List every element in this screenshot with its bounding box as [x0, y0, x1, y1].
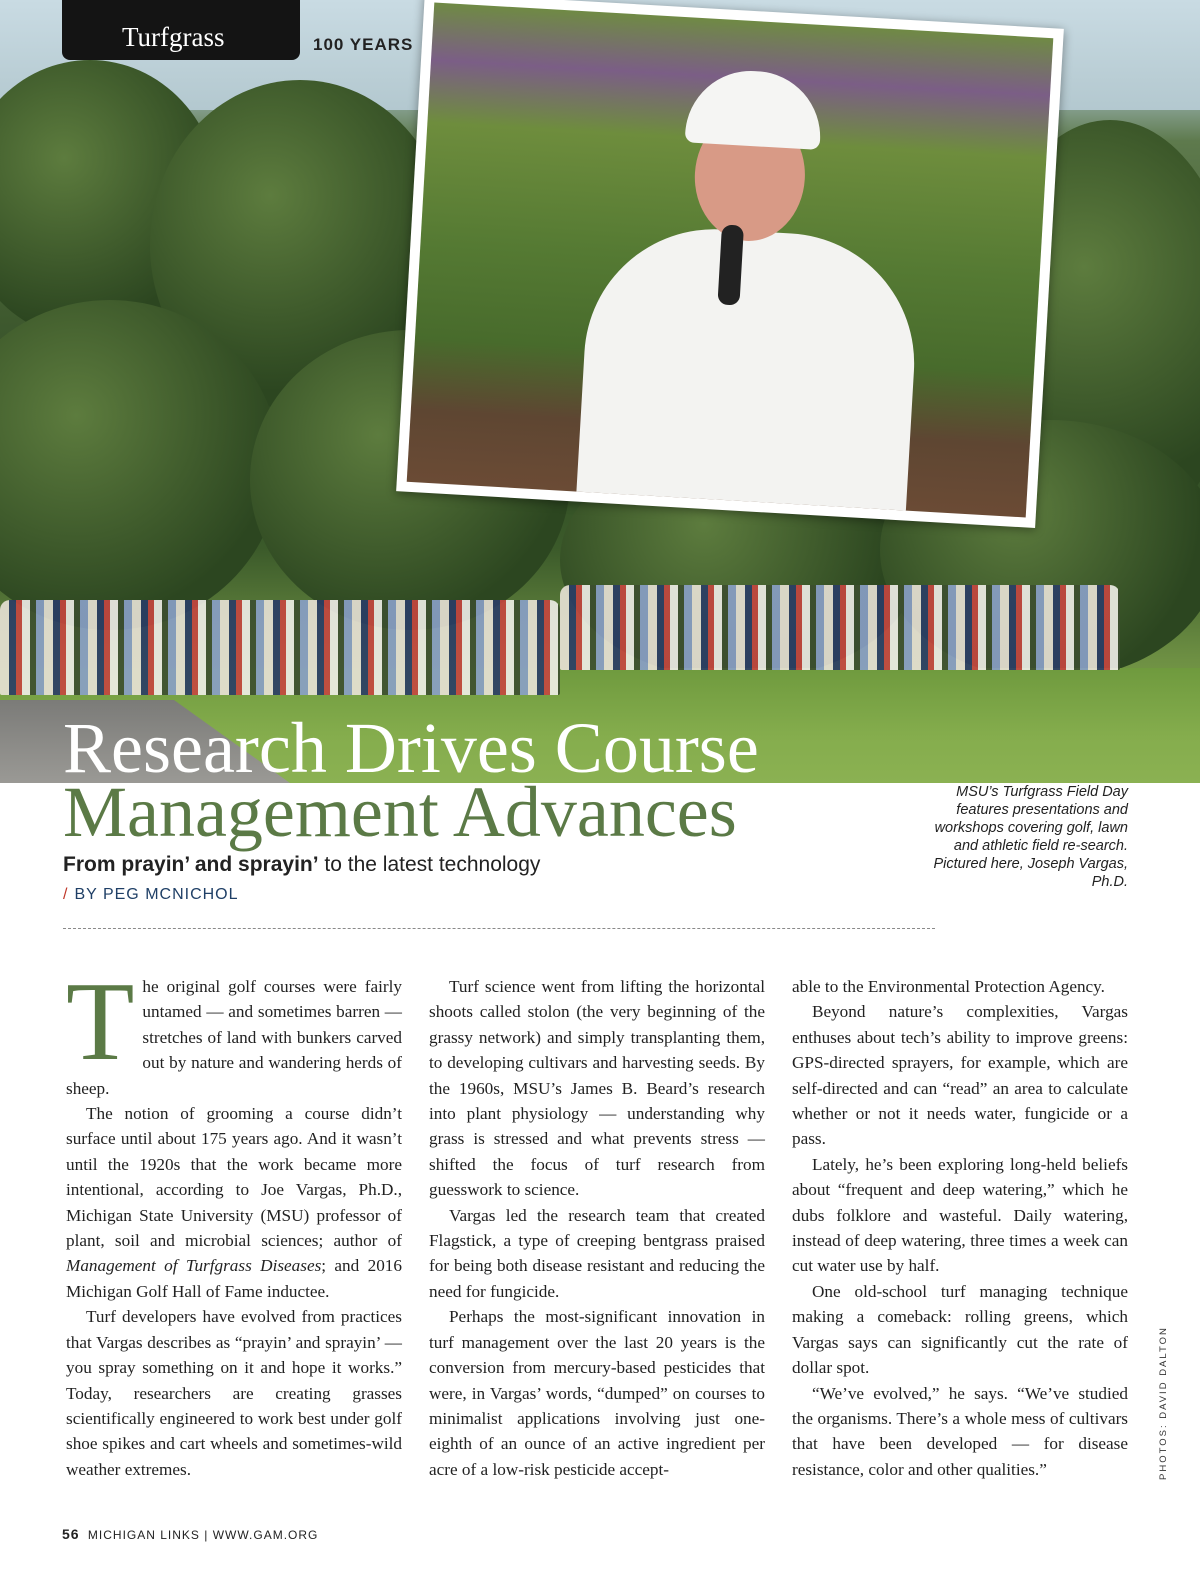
paragraph-text: ; and 2016 Michigan Golf Hall of Fame inductee. — [66, 1256, 402, 1301]
publication-info: MICHIGAN LINKS | WWW.GAM.ORG — [87, 1528, 319, 1542]
column-1 — [66, 960, 402, 1482]
article-title — [63, 708, 759, 852]
byline-author: BY PEG MCNICHOL — [74, 886, 239, 903]
paragraph-text: The notion of grooming a course didn’t surface until about 175 years ago. And it wasn’t until the 1920s that the work became more intentional, according to Joe Vargas, Ph.D., Michigan State University (MSU) professor of plant, soil and microbial sciences; author of — [66, 1104, 402, 1251]
paragraph: “We’ve evolved,” he says. “We’ve studied the organisms. There’s a whole mess of cultivars that have been developed — for disease resistance, color and other qualities.” — [792, 1383, 1128, 1479]
paragraph: Turf developers have evolved from practices that Vargas describes as “prayin’ and sprayin’ — you spray something on it and hope it works.” Today, researchers are creating grasses scientifically engineered to work best under golf shoe spikes and cart wheels and sometimes-wild weather extremes. — [66, 1307, 402, 1479]
paragraph-text: he original golf courses were fairly untamed — and sometimes barren — stretches of land with bunkers carved out by nature and wandering herds of sheep. — [66, 977, 402, 1098]
byline — [63, 886, 239, 904]
book-title: Management of Turfgrass Diseases — [66, 1256, 322, 1276]
divider — [63, 928, 935, 929]
series-label: 100 YEARS — [313, 35, 414, 54]
subtitle-rest: to the latest technology — [318, 853, 541, 876]
photo-credit: PHOTOS: DAVID DALTON — [1158, 1326, 1169, 1480]
subtitle-bold: From prayin’ and sprayin’ — [63, 853, 319, 876]
speaker-shirt — [575, 222, 921, 517]
page-footer — [62, 1526, 318, 1542]
paragraph: Beyond nature’s complexities, Vargas enthuses about tech’s ability to improve greens: GPS-directed sprayers, for example, which are self-directed and can “read” an area to calculate whether or not it needs water, fungicide or a pass. — [792, 1002, 1128, 1149]
title-line-1: Research Drives Course — [63, 708, 759, 788]
paragraph: Lately, he’s been exploring long-held beliefs about “frequent and deep watering,” which he dubs folklore and wasteful. Daily watering, instead of deep watering, three times a week can cut water use by half. — [792, 1154, 1128, 1276]
paragraph: Vargas led the research team that created Flagstick, a type of creeping bentgrass praised for being both disease resistant and reducing the need for fungicide. — [429, 1205, 765, 1301]
paragraph: Turf science went from lifting the horizontal shoots called stolon (the very beginning of the grassy network) and simply transplanting them, to developing cultivars and harvesting seeds. By the 1960s, MSU’s James B. Beard’s research into plant physiology — understanding why grass is stressed and what prevents stress — shifted the focus of turf research from guesswork to science. — [429, 977, 765, 1200]
article-subtitle — [63, 853, 540, 877]
paragraph — [66, 1101, 402, 1304]
drop-cap: T — [66, 960, 135, 1084]
photo-caption: MSU’s Turfgrass Field Day features presentations and workshops covering golf, lawn and athletic field re-search. Pictured here, Joseph Vargas, Ph.D. — [933, 784, 1128, 890]
section-label: Turfgrass — [122, 22, 225, 52]
paragraph: able to the Environmental Protection Agency. — [792, 977, 1105, 996]
section-tab — [62, 0, 300, 60]
title-line-2: Management Advances — [63, 772, 737, 852]
byline-slash: / — [63, 886, 69, 903]
crowd — [0, 600, 560, 695]
inset-photo-frame — [396, 0, 1064, 528]
speaker-cap — [685, 67, 824, 150]
column-3 — [792, 974, 1128, 1482]
page-number: 56 — [62, 1526, 80, 1542]
paragraph — [66, 960, 402, 1101]
column-2 — [429, 974, 765, 1482]
microphone — [717, 224, 744, 305]
speaker-photo — [407, 3, 1054, 518]
paragraph: Perhaps the most-significant innovation in turf management over the last 20 years is the conversion from mercury-based pesticides that were, in Vargas’ words, “dumped” on courses to minimalist applications involving just one-eighth of an ounce of an active ingredient per acre of a low-risk pesticide accept- — [429, 1307, 765, 1479]
paragraph: One old-school turf managing technique making a comeback: rolling greens, which Vargas says can significantly cut the rate of dollar spot. — [792, 1281, 1128, 1378]
crowd — [560, 585, 1120, 670]
